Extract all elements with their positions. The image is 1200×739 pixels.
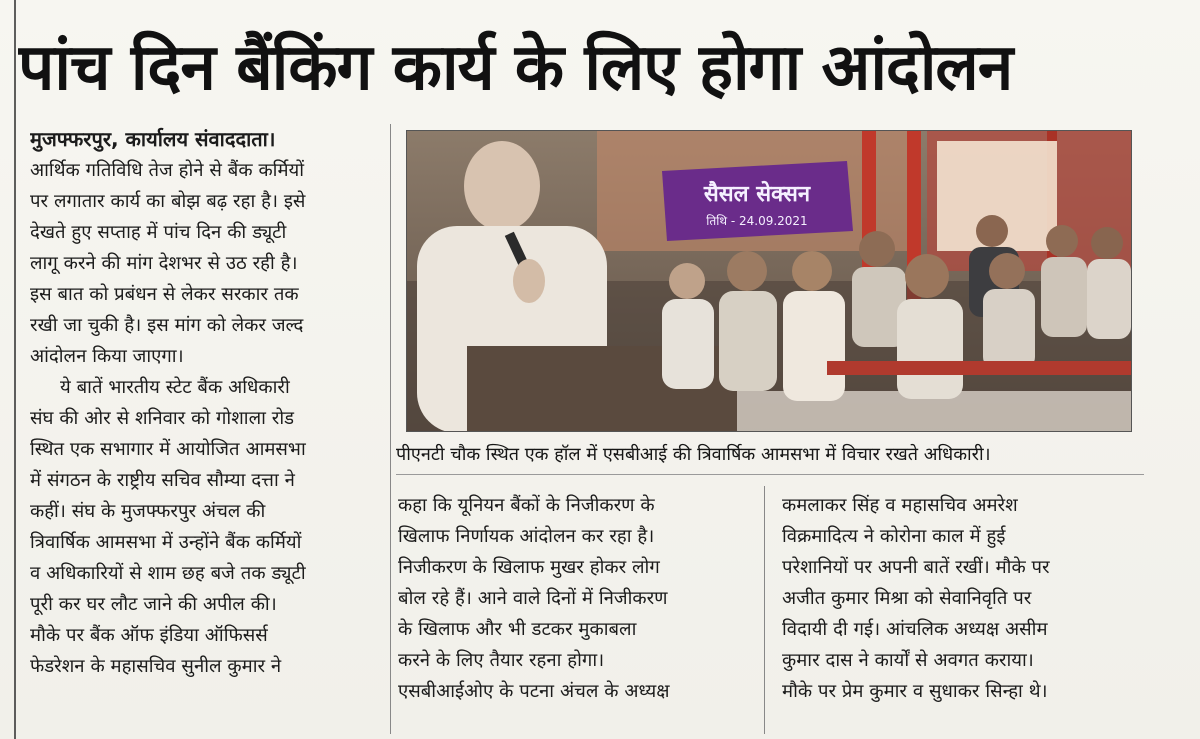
text-line: फेडरेशन के महासचिव सुनील कुमार ने bbox=[30, 656, 282, 677]
text-line: पर लगातार कार्य का बोझ बढ़ रहा है। इसे bbox=[30, 191, 306, 212]
column-rule-left bbox=[14, 0, 16, 739]
text-line: कमलाकर सिंह व महासचिव अमरेश bbox=[782, 495, 1018, 516]
text-line: में संगठन के राष्ट्रीय सचिव सौम्या दत्ता ने bbox=[30, 470, 295, 491]
text-line: मौके पर बैंक ऑफ इंडिया ऑफिसर्स bbox=[30, 625, 268, 646]
text-line: कहा कि यूनियन बैंकों के निजीकरण के bbox=[398, 495, 655, 516]
column-rule bbox=[390, 124, 391, 734]
text-line: करने के लिए तैयार रहना होगा। bbox=[398, 650, 605, 671]
column-rule bbox=[764, 486, 765, 734]
banner-date: तिथि - 24.09.2021 bbox=[706, 214, 808, 228]
text-line: विक्रमादित्य ने कोरोना काल में हुई bbox=[782, 526, 1006, 547]
text-line: एसबीआईओए के पटना अंचल के अध्यक्ष bbox=[398, 681, 670, 702]
text-line: त्रिवार्षिक आमसभा में उन्होंने बैंक कर्मियों bbox=[30, 532, 302, 553]
text-line: अजीत कुमार मिश्रा को सेवानिवृति पर bbox=[782, 588, 1032, 609]
text-line: पूरी कर घर लौट जाने की अपील की। bbox=[30, 594, 277, 615]
headline: पांच दिन बैंकिंग कार्य के लिए होगा आंदोलन bbox=[18, 31, 1013, 105]
text-line: व अधिकारियों से शाम छह बजे तक ड्यूटी bbox=[30, 563, 306, 584]
text-line: के खिलाफ और भी डटकर मुकाबला bbox=[398, 619, 637, 640]
text-line: देखते हुए सप्ताह में पांच दिन की ड्यूटी bbox=[30, 222, 287, 243]
article-column-1 bbox=[30, 124, 382, 682]
text-line: मौके पर प्रेम कुमार व सुधाकर सिन्हा थे। bbox=[782, 681, 1048, 702]
photo-caption: पीएनटी चौक स्थित एक हॉल में एसबीआई की त्रिवार्षिक आमसभा में विचार रखते अधिकारी। bbox=[396, 444, 991, 465]
article-column-3 bbox=[782, 490, 1142, 707]
text-line: आंदोलन किया जाएगा। bbox=[30, 346, 184, 367]
text-line: स्थित एक सभागार में आयोजित आमसभा bbox=[30, 439, 306, 460]
caption-rule bbox=[396, 474, 1144, 475]
event-photo bbox=[406, 130, 1132, 432]
text-line: विदायी दी गई। आंचलिक अध्यक्ष असीम bbox=[782, 619, 1048, 640]
text-line: लागू करने की मांग देशभर से उठ रही है। bbox=[30, 253, 298, 274]
text-line: इस बात को प्रबंधन से लेकर सरकार तक bbox=[30, 284, 299, 305]
text-line: परेशानियों पर अपनी बातें रखीं। मौके पर bbox=[782, 557, 1050, 578]
text-line: निजीकरण के खिलाफ मुखर होकर लोग bbox=[398, 557, 660, 578]
text-line: ये बातें भारतीय स्टेट बैंक अधिकारी bbox=[60, 377, 290, 398]
banner-title: सैसल सेक्सन bbox=[703, 182, 811, 207]
text-line: संघ की ओर से शनिवार को गोशाला रोड bbox=[30, 408, 295, 429]
text-line: कुमार दास ने कार्यों से अवगत कराया। bbox=[782, 650, 1034, 671]
text-line: खिलाफ निर्णायक आंदोलन कर रहा है। bbox=[398, 526, 655, 547]
text-line: कहीं। संघ के मुजफ्फरपुर अंचल की bbox=[30, 501, 266, 522]
text-line: रखी जा चुकी है। इस मांग को लेकर जल्द bbox=[30, 315, 304, 336]
text-line: बोल रहे हैं। आने वाले दिनों में निजीकरण bbox=[398, 588, 668, 609]
article-column-2 bbox=[398, 490, 738, 707]
text-line: आर्थिक गतिविधि तेज होने से बैंक कर्मियों bbox=[30, 160, 305, 181]
byline: मुजफ्फरपुर, कार्यालय संवाददाता। bbox=[30, 127, 276, 151]
